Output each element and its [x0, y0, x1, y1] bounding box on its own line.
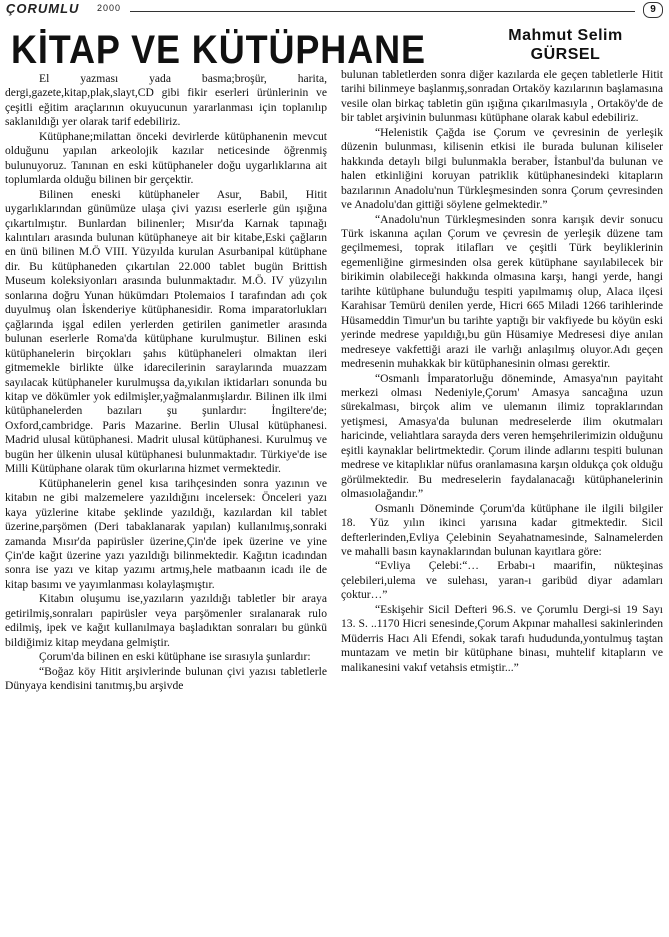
article-title: KİTAP VE KÜTÜPHANE — [11, 28, 426, 72]
article-column-left — [5, 72, 327, 930]
author-first-name: Mahmut Selim — [508, 27, 623, 44]
article-column-right — [341, 68, 663, 930]
author-last-name: GÜRSEL — [530, 46, 601, 63]
magazine-logo: ÇORUMLU — [6, 1, 80, 16]
paragraph: Çorum'da bilinen en eski kütüphane ise sırasıyla şunlardır: — [39, 650, 311, 664]
paragraph: El yazması yada basma;broşür, harita, dergi,gazete,kitap,plak,slayt,CD gibi fikir eserleri ürünlerinin ve çeşitli eğitim araçlarının okuyucunun yararlanması için toplanılıp saklanıldığı yer olarak tarif edebiliriz. — [5, 72, 327, 129]
author-name — [468, 26, 663, 64]
paragraph: “Boğaz köy Hitit arşivlerinde bulunan çivi yazısı tabletlerle Dünyaya kendisini tanıtmış,bu arşivde — [5, 664, 327, 693]
paragraph: Osmanlı Döneminde Çorum'da kütüphane ile ilgili bilgiler 18. Yüz yılın ikinci yarısına kadar gitmektedir. Sicil defterlerinden,Evliya Çelebinin Seyahatnamesinde, Salnamelerden ve mahalli basın kaynaklarından bulunan kayıtlara göre: — [341, 501, 663, 558]
paragraph: “Helenistik Çağda ise Çorum ve çevresinin de yerleşik düzenin bulunması, kilisenin etkisi ile burada bulunan kiliseler hakkında detaylı bilgi bulunmakla beraber, İstanbul'da bulunan ve halen etkinliğini koruyan patriklik kütüphanesindeki kitapların bazılarının Anadolu'nun Türkleşmesinden sonra Çorum çevresinden ve Anadolu'dan gittiği söylene gelmektedir.” — [341, 125, 663, 212]
page-header — [0, 0, 669, 20]
paragraph: “Evliya Çelebi:“… Erbabı-ı maarifin, nükteşinas çelebileri,ulema ve sulehası, yaran-ı garibüd diyar adamları çoktur…” — [341, 559, 663, 602]
paragraph: “Anadolu'nun Türkleşmesinden sonra karışık devir sonucu Türk iskanına açılan Çorum ve çevresin de yerleşik düzene tam geçilmemesi, toprak itilafları ve çeşitli Türk beyliklerinin egemenliğine girmesinden olsa gerek kütüphane sayılabilecek bir birikimin olabileceği hakkında olmasına karşı, hangi yerde, hangi tarihte kütüphane bulunduğu tespiti yapılmamış olup, Alaca ilçesi Karahisar Temürü denilen yerde, Hicri 665 Miladi 1266 tarihlerinde Hüsameddin Timur'un bu tarihte yaptığı bir vakfiyede bu köyün eski yerinde medrese yapıldığı,bu gün Hüsamiye Medresesi diye anılan medreseye vakfettiği arazi ile varlığı anlaşılmış oluyor.Adı geçen medresenin muhakkak bir kütüphanesinin olması gerektir. — [341, 212, 663, 371]
paragraph: Bilinen eneski kütüphaneler Asur, Babil, Hitit uygarlıklarından günümüze ulaşa çivi yazısı eserlerle gün ışığına çıkartılmıştır. Bunlardan bilinenler; Mısır'da Karnak tapınağı kalıntıları arasında bulunan kütüphaneye ait bir kitabe,Eski çağların en ünü bilinen M.Ö VIII. Yüzyılda kurulan Asurbanipal kütüphane dir. Bu kütüphaneden çıkartılan 22.000 tablet bugün Brittish Museum koleksiyonları arasında bulunmaktadır. M.Ö. IV yüzyılın sonlarına doğru Yunan hükümdarı Ptolemaios I tarafından adı çok duyulmuş olan İskenderiye kütüphanesidir. Roma imparatorlukları çağlarında işgal edilen yerlerden getirilen ganimetler arasında bulunan eserlerle Roma'da kütüphane kurulmuştur. Bilinen eski kütüphanelerin birçokları şahıs kütüphaneleri olmaktan ileri gitmemekle birlikte ülke idarecilerinin saraylarında muazzam sayılacak kütüphaneler kurulmuşsa da,yıkılan iktidarları sonunda bu kitap ve dökümler yok edilmişler,yağmalanmışlardır. Bilinen ilk ilmi kütüphanelerden bazıları şu şunlardır: İngiltere'de; Oxford,cambridge. Paris Mazarine. Berlin Ulusal kütüphanesi. Madrid ulusal kütüphanesi. Madrit ulusal kütüphanesi. Kurulmuş ve bugün her ülkenin ulusal kütüphanesi bulunmaktadır. Türkiye'de ise Milli Kütüphane olarak tüm okurlarına hizmet vermektedir. — [5, 187, 327, 476]
paragraph: Kitabın oluşumu ise,yazıların yazıldığı tabletler bir araya getirilmiş,sonraları papirüsler veya parşömenler sıralanarak rulo edilmiş, ipek ve kağıt kullanılmaya başladıktan sonraları bu günkü bildiğimiz kitap meydana gelmiştir. — [5, 592, 327, 649]
paragraph: Kütüphanelerin genel kısa tarihçesinden sonra yazının ve kitabın ne gibi malzemelere yazıldığını incelersek: Önceleri yazı kaya yüzlerine kitabe şeklinde yazıldığı, kazılardan kil tablet üzerine,parşömen (Deri tabaklanarak yapılan) kullanılmış,sonraki zamanda Mısır'da papirüsler üzerine,Çin'de ipek üzerine ve yine Çin'de kağıt üzerine yazı yazıldığı bilinmektedir. Kağıtın icadından sonra ise yazı ve kitap yazımı artmış,hele matbaanın icadı ile de kitap basımı ve yayımlanması kolaylaşmıştır. — [5, 476, 327, 591]
header-rule — [130, 11, 635, 12]
issue-year: 2000 — [97, 3, 122, 13]
page-number: 9 — [643, 2, 663, 18]
paragraph: bulunan tabletlerden sonra diğer kazılarda ele geçen tabletlerle Hitit tarihi bilinmeye başlanmış,sonradan Ortaköy kazılarının başlamasına vesile olan birkaç tabletin gün ışığına çıkarılmasıyla , Ortaköy'de de bir tablet arşivinin bulunması kütüphane olarak kabul edebiliriz. — [341, 68, 663, 125]
paragraph: “Eskişehir Sicil Defteri 96.S. ve Çorumlu Dergi-si 19 Sayı 13. S. ..1170 Hicri senesinde,Çorum Akpınar mahallesi sakinlerinden Müderris Hacı Ali Efendi, sokak tarafı hududunda,yontulmuş taştan muntazam ve metin bir kütüphane binası, muhtelif kitapların ve malikanesini vakıf vetahsis etmiştir...” — [341, 602, 663, 674]
paragraph: Kütüphane;milattan önceki devirlerde kütüphanenin mevcut olduğunu yapılan arkeolojik kazılar neticesinde öğrenmiş bulunuyoruz. Tanınan en eski kütüphaneler doğu uygarlıklarına ait toplumlarda olduğu bilinen bir gerçektir. — [5, 129, 327, 187]
paragraph: “Osmanlı İmparatorluğu döneminde, Amasya'nın payitaht merkezi olması Nedeniyle,Çorum' Amasya sancağına uzun sürekalması, birçok alim ve ulemanın ilimiz topraklarından yetişmesi, Amasya'da bulunan medreselerde ilim okutmaları haricinde, veliahtlara sarayda ders veren hemşehrilerimizin olduğunu eşitli kaynaklar belirtmektedir. Çorum ilinde adlarını tespiti bulunan medrese ve kitaplıklar nüfus oranlamasına karşın oldukça çok olduğu görülmektedir. Bu medreselerin faydalanacağı kütüphanelerinin olmasıolağandır.” — [341, 371, 663, 501]
